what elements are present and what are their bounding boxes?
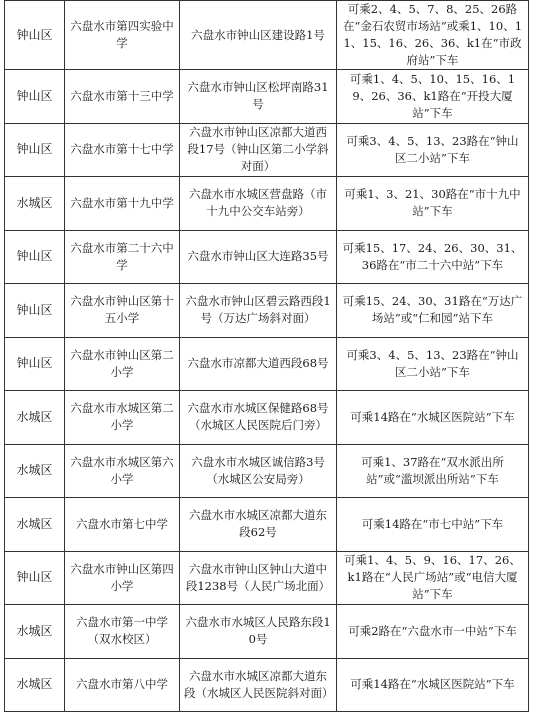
table-row <box>5 284 529 338</box>
table-row <box>5 177 529 231</box>
transit-cell: 可乘14路在“市七中站”下车 <box>337 498 529 552</box>
school-cell: 六盘水市水城区第二小学 <box>65 391 180 445</box>
transit-cell: 可乘2路在“六盘水市一中站”下车 <box>337 605 529 659</box>
transit-cell: 可乘1、37路在“双水派出所站”或“滥坝派出所站”下车 <box>337 444 529 498</box>
school-cell: 六盘水市第十七中学 <box>65 123 180 177</box>
district-cell: 钟山区 <box>5 337 65 391</box>
transit-cell: 可乘3、4、5、13、23路在“钟山区二小站”下车 <box>337 123 529 177</box>
table-row <box>5 123 529 177</box>
address-cell: 六盘水市钟山区碧云路西段1号（万达广场斜对面） <box>180 284 337 338</box>
table-row <box>5 605 529 659</box>
district-cell: 水城区 <box>5 605 65 659</box>
address-cell: 六盘水市水城区凉都大道东段62号 <box>180 498 337 552</box>
table-row <box>5 444 529 498</box>
table-body <box>5 1 529 712</box>
school-cell: 六盘水市第七中学 <box>65 498 180 552</box>
school-cell: 六盘水市第二十六中学 <box>65 230 180 284</box>
district-cell: 钟山区 <box>5 230 65 284</box>
district-cell: 水城区 <box>5 498 65 552</box>
transit-cell: 可乘15、24、30、31路在“万达广场站”或“仁和园”站下车 <box>337 284 529 338</box>
district-cell: 钟山区 <box>5 123 65 177</box>
table-row <box>5 1 529 70</box>
address-cell: 六盘水市钟山区凉都大道西段17号（钟山区第二小学斜对面） <box>180 123 337 177</box>
school-cell: 六盘水市钟山区第二小学 <box>65 337 180 391</box>
table-row <box>5 658 529 712</box>
school-cell: 六盘水市第十九中学 <box>65 177 180 231</box>
district-cell: 水城区 <box>5 658 65 712</box>
address-cell: 六盘水市钟山区松坪南路31号 <box>180 70 337 124</box>
address-cell: 六盘水市钟山区大连路35号 <box>180 230 337 284</box>
address-cell: 六盘水市水城区凉都大道东段（水城区人民医院斜对面） <box>180 658 337 712</box>
school-cell: 六盘水市第八中学 <box>65 658 180 712</box>
district-cell: 钟山区 <box>5 70 65 124</box>
transit-cell: 可乘14路在“水城区医院站”下车 <box>337 658 529 712</box>
transit-cell: 可乘15、17、24、26、30、31、36路在“市二十六中站”下车 <box>337 230 529 284</box>
transit-cell: 可乘1、4、5、9、16、17、26、k1路在“人民广场站”或“电信大厦站”下车 <box>337 551 529 605</box>
table-row <box>5 391 529 445</box>
district-cell: 水城区 <box>5 391 65 445</box>
transit-cell: 可乘2、4、5、7、8、25、26路在“金石农贸市场站”或乘1、10、11、15、16、26、36、k1在“市政府站”下车 <box>337 1 529 70</box>
district-cell: 钟山区 <box>5 1 65 70</box>
district-cell: 水城区 <box>5 177 65 231</box>
address-cell: 六盘水市水城区诚信路3号（水城区公安局旁） <box>180 444 337 498</box>
address-cell: 六盘水市钟山区建设路1号 <box>180 1 337 70</box>
address-cell: 六盘水市凉都大道西段68号 <box>180 337 337 391</box>
address-cell: 六盘水市水城区人民路东段10号 <box>180 605 337 659</box>
table-row <box>5 551 529 605</box>
table-row <box>5 70 529 124</box>
address-cell: 六盘水市钟山区钟山大道中段1238号（人民广场北面） <box>180 551 337 605</box>
transit-cell: 可乘14路在“水城区医院站”下车 <box>337 391 529 445</box>
district-cell: 水城区 <box>5 444 65 498</box>
district-cell: 钟山区 <box>5 551 65 605</box>
school-cell: 六盘水市钟山区第四小学 <box>65 551 180 605</box>
school-cell: 六盘水市钟山区第十五小学 <box>65 284 180 338</box>
transit-cell: 可乘3、4、5、13、23路在“钟山区二小站”下车 <box>337 337 529 391</box>
table-row <box>5 337 529 391</box>
school-cell: 六盘水市第十三中学 <box>65 70 180 124</box>
school-cell: 六盘水市第一中学（双水校区） <box>65 605 180 659</box>
transit-cell: 可乘1、3、21、30路在“市十九中站”下车 <box>337 177 529 231</box>
school-cell: 六盘水市第四实验中学 <box>65 1 180 70</box>
table-row <box>5 498 529 552</box>
exam-site-table <box>4 0 529 712</box>
district-cell: 钟山区 <box>5 284 65 338</box>
school-cell: 六盘水市水城区第六小学 <box>65 444 180 498</box>
transit-cell: 可乘1、4、5、10、15、16、19、26、36、k1路在“开投大厦站”下车 <box>337 70 529 124</box>
address-cell: 六盘水市水城区保健路68号（水城区人民医院后门旁） <box>180 391 337 445</box>
table-row <box>5 230 529 284</box>
address-cell: 六盘水市水城区营盘路（市十九中公交车站旁） <box>180 177 337 231</box>
